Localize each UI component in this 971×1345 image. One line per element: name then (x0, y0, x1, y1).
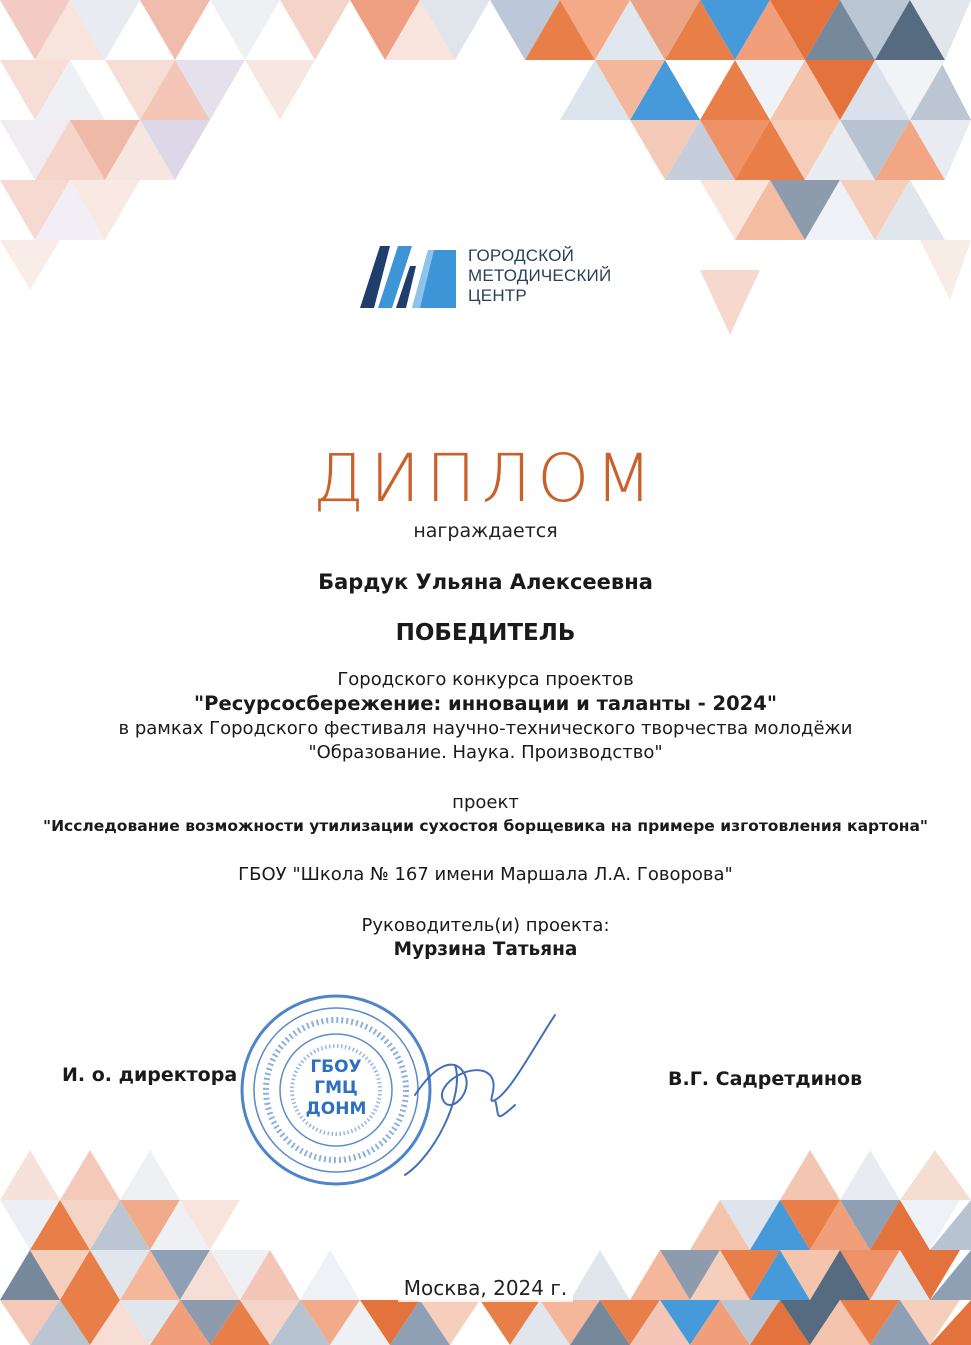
festival-line: в рамках Городского фестиваля научно-технического творчества молодёжи (118, 718, 853, 739)
contest-label: Городского конкурса проектов (337, 669, 634, 690)
school-name: ГБОУ "Школа № 167 имени Маршала Л.А. Говорова" (238, 864, 733, 885)
festival-name: "Образование. Наука. Производство" (308, 742, 663, 763)
director-label: И. о. директора (62, 1064, 238, 1086)
gmc-logo (360, 240, 620, 310)
logo-text (468, 246, 611, 306)
award-status: ПОБЕДИТЕЛЬ (395, 620, 576, 646)
project-label: проект (452, 792, 519, 813)
logo-mark-icon (360, 240, 460, 310)
logo-line-1: ГОРОДСКОЙ (468, 246, 575, 265)
leaders-label: Руководитель(и) проекта: (361, 915, 610, 936)
recipient-name: Бардук Ульяна Алексеевна (318, 570, 653, 594)
leaders-name: Мурзина Татьяна (393, 939, 578, 960)
place-date (0, 1276, 971, 1300)
director-name: В.Г. Садретдинов (668, 1068, 863, 1090)
logo-line-3: ЦЕНТР (468, 286, 527, 305)
place-date-text: Москва, 2024 г. (398, 1274, 573, 1302)
bottom-triangle-pattern (0, 1150, 971, 1345)
contest-name: "Ресурсосбережение: инновации и таланты - 2024" (194, 692, 777, 715)
stamp-line-3: ДОНМ (305, 1099, 367, 1119)
stamp-line-1: ГБОУ (310, 1057, 362, 1077)
diploma-title: ДИПЛОМ (312, 440, 659, 517)
stamp-line-2: ГМЦ (314, 1078, 358, 1098)
project-title: "Исследование возможности утилизации сухостоя борщевика на примере изготовления картона" (43, 817, 928, 835)
logo-line-2: МЕТОДИЧЕСКИЙ (468, 266, 612, 285)
awarded-text: награждается (413, 520, 558, 542)
